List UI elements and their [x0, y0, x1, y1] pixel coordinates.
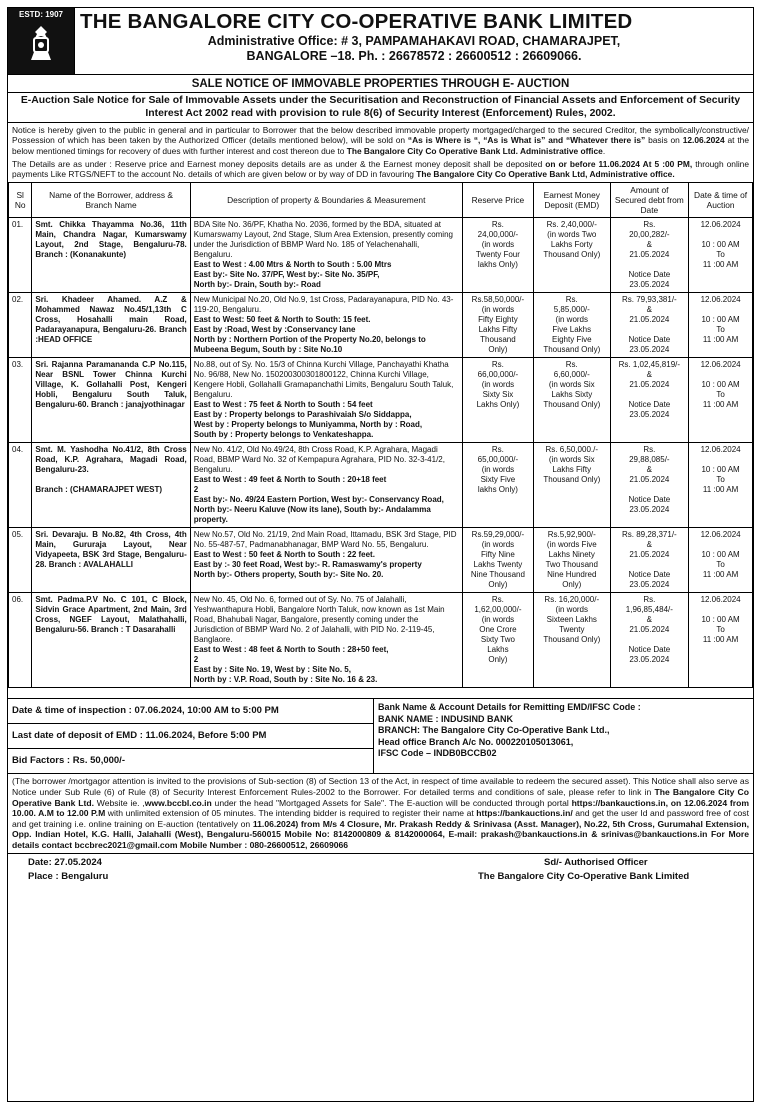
notice-bold: The Bangalore City Co Operative Bank Ltd. Administrative office — [346, 145, 603, 156]
boundary-text: East to West : 4.00 Mtrs & North to South : 5.00 Mtrs — [193, 260, 392, 270]
auction-datetime-line: 12.06.2024 — [700, 295, 741, 305]
secured-debt-line: 21.05.2024 — [629, 250, 670, 260]
notice-text: . — [602, 145, 606, 156]
notice-place: Place : Bengaluru — [28, 870, 109, 882]
description-text: New No. 45, Old No. 6, formed out of Sy. No. 75 of Jalahalli, Yeshwanthapura Hobli, Bangalore North Taluk, now known as 1st Main Road, Bhahubali Nagar, Bangalore, presently coming under the Jurisdiction of BBMP Ward No. 2 of Jalahalli, with PID No. 2-119-45, Banglaore. — [193, 595, 445, 645]
earnest-money-line: Nine Hundred — [547, 570, 597, 580]
earnest-money-line: Rs. 6,50,000./- — [545, 445, 599, 455]
secured-debt-line — [614, 260, 686, 270]
secured-debt-line: 23.05.2024 — [629, 345, 670, 355]
earnest-money-line: Two Thousand — [545, 560, 598, 570]
notice-text: basis on — [645, 135, 683, 146]
description-text: New Municipal No.20, Old No.9, 1st Cross, Padarayanapura, PID No. 43-119-20, Bengaluru. — [193, 295, 454, 315]
reserve-price-line: lakhs Only) — [477, 485, 518, 495]
table-row — [9, 218, 753, 293]
sl-number: 04. — [9, 443, 32, 528]
earnest-money-line: Thousand Only) — [543, 345, 601, 355]
earnest-money-line: Thousand Only) — [543, 635, 601, 645]
description-text: New No. 41/2, Old No.49/24, 8th Cross Road, K.P. Agrahara, Magadi Road, BBMP Ward No. 32 of Kempapura Agrahara, PID No. 32-3-41/2, Bengaluru. — [193, 445, 445, 475]
emblem-icon — [28, 24, 54, 62]
auction-datetime-line: 11 :00 AM — [702, 260, 739, 270]
sl-number: 06. — [9, 593, 32, 688]
earnest-money — [534, 593, 611, 688]
auction-datetime-line — [692, 305, 749, 315]
boundary-text: North by : V.P. Road, South by : Site No. 16 & 23. — [193, 675, 378, 685]
auction-table — [8, 182, 753, 688]
bank-details-line: BRANCH: The Bangalore City Co-Operative Bank Ltd., — [378, 725, 610, 736]
secured-debt-line: Rs. — [643, 595, 656, 605]
details-text: through online payments Like RTGS/NEFT to the account No. details of which are given below or by way of DD in favouring — [12, 158, 749, 180]
table-row — [9, 358, 753, 443]
borrower-details — [32, 358, 190, 443]
earnest-money-line: (in words — [555, 605, 588, 615]
secured-debt-line: Rs. — [643, 445, 656, 455]
earnest-money-line: (in words Two — [547, 230, 597, 240]
spacer — [8, 688, 753, 698]
reserve-price — [462, 443, 533, 528]
bank-name: THE BANGALORE CITY CO-OPERATIVE BANK LIMITED — [80, 10, 633, 33]
auction-dates — [8, 699, 374, 773]
reserve-price-line: lakhs Only) — [477, 260, 518, 270]
boundary-text: East by :Road, West by :Conservancy lane — [193, 325, 356, 335]
secured-debt — [610, 593, 689, 688]
auction-datetime-line: 12.06.2024 — [700, 445, 741, 455]
secured-debt — [610, 443, 689, 528]
auction-datetime-line — [692, 230, 749, 240]
secured-debt — [610, 218, 689, 293]
reserve-price-line: Rs.58,50,000/- — [471, 295, 525, 305]
bank-logo — [8, 8, 75, 74]
borrower-name: Sri. Rajanna Paramananda C.P No.115, Near BSNL Tower Chinna Kurchi Village, K. Gollahalli Post, Kengeri Hobli, Bengaluru South Taluk, Bengaluru-60. Branch : janajyothinagar — [35, 360, 187, 410]
earnest-money-line: (in words — [555, 315, 588, 325]
header-auction-date: Date & time of Auction — [689, 183, 753, 218]
terms-text: and get the user Id and password free of cost and get training i.e. online training on E-auction (tentatively on — [12, 808, 749, 829]
boundary-text: East to West : 49 feet & North to South : 20+18 feet — [193, 475, 387, 485]
boundary-text: 2 — [193, 655, 199, 665]
secured-debt-line: 23.05.2024 — [629, 580, 670, 590]
secured-debt-line — [614, 485, 686, 495]
auction-datetime-line: To — [716, 475, 725, 485]
reserve-price — [462, 358, 533, 443]
auction-datetime-line: 10 : 00 AM — [701, 550, 740, 560]
boundary-text: 2 — [193, 485, 199, 495]
reserve-price — [462, 293, 533, 358]
terms-text: Website ie. , — [94, 797, 145, 808]
borrower-details — [32, 293, 190, 358]
reserve-price-line: Nine Thousand — [470, 570, 525, 580]
borrower-details — [32, 528, 190, 593]
earnest-money-line: Lakhs Ninety — [548, 550, 595, 560]
earnest-money-line: Rs. — [565, 295, 578, 305]
earnest-money-line: (in words Six — [548, 380, 595, 390]
property-description — [190, 358, 462, 443]
auction-datetime-line: To — [716, 625, 725, 635]
header-borrower: Name of the Borrower, address & Branch Name — [32, 183, 190, 218]
earnest-money-line: Lakhs Forty — [550, 240, 593, 250]
auction-datetime-line: 10 : 00 AM — [701, 315, 740, 325]
terms-text: (The borrower /mortgagor attention is invited to the provisions of Sub-section (8) of Section 13 of the Act, in respect of time available to redeem the secured asset). This Notice shall also serve as Notice under Sub Rule (6) of Rule (8) of Security Interest Enforcement Rules-2002 to the Borrower. For detailed terms and conditions of sale, please refer to link in — [12, 776, 749, 798]
sale-notice-title: SALE NOTICE OF IMMOVABLE PROPERTIES THROUGH E- AUCTION — [8, 75, 753, 93]
terms-text: under the head "Mortgaged Assets for Sale". The E-auction will be conducted through portal — [211, 797, 572, 808]
auction-datetime-line: 11 :00 AM — [702, 400, 739, 410]
auction-datetime-line: 10 : 00 AM — [701, 615, 740, 625]
table-row — [9, 593, 753, 688]
earnest-money — [534, 358, 611, 443]
secured-debt-line: 21.05.2024 — [629, 475, 670, 485]
earnest-money-line: Thousand Only) — [543, 400, 601, 410]
property-description — [190, 218, 462, 293]
earnest-money — [534, 443, 611, 528]
notice-date: Date: 27.05.2024 — [28, 856, 102, 868]
reserve-price-line: Rs. — [491, 595, 504, 605]
bid-factors: Bid Factors : Rs. 50,000/- — [12, 755, 125, 767]
reserve-price — [462, 528, 533, 593]
earnest-money-line: Five Lakhs — [552, 325, 592, 335]
borrower-name: Smt. Chikka Thayamma No.36, 11th Main, Chandra Nagar, Kumarswamy Layout, 2nd Stage, Bengaluru-78. Branch : (Konanakunte) — [35, 220, 187, 260]
reserve-price-line: (in words — [481, 305, 515, 315]
reserve-price-line: Lakhs Twenty — [473, 560, 523, 570]
boundary-text: East by : Site No. 19, West by : Site No. 5, — [193, 665, 351, 675]
reserve-price — [462, 593, 533, 688]
earnest-money-line: Rs. 2,40,000/- — [546, 220, 597, 230]
secured-debt-line: Notice Date — [628, 495, 671, 505]
admin-address-line1: Administrative Office: # 3, PAMPAMAHAKAVI ROAD, CHAMARAJPET, — [207, 34, 621, 48]
reserve-price-line: Rs. — [491, 360, 504, 370]
reserve-price-line: (in words — [481, 380, 515, 390]
bank-details-line: Bank Name & Account Details for Remitting EMD/IFSC Code : — [378, 702, 641, 713]
borrower-details — [32, 443, 190, 528]
bank-details-line: Head office Branch A/c No. 000220105013061, — [378, 736, 574, 747]
reserve-price-line: Only) — [488, 345, 508, 355]
earnest-money-line: Only) — [562, 580, 582, 590]
earnest-money-line: Rs. 16,20,000/- — [544, 595, 600, 605]
table-row — [9, 443, 753, 528]
borrower-details — [32, 218, 190, 293]
auction-datetime — [689, 593, 753, 688]
borrower-name: Smt. M. Yashodha No.41/2, 8th Cross Road, K.P. Agrahara, Magadi Road, Bengaluru-23. — [35, 445, 187, 475]
secured-debt-line: 29,88,085/- — [629, 455, 670, 465]
secured-debt-line — [614, 390, 686, 400]
secured-debt-line: & — [646, 615, 653, 625]
borrower-name: Sri. Khadeer Ahamed. A.Z & Mohammed Nawaz No.45/1,13th C Cross, Hosahalli main Road, Padarayanapura, Bengaluru-26. Branch :HEAD OFFICE — [35, 295, 187, 345]
auction-datetime — [689, 528, 753, 593]
secured-debt-line: Rs. — [643, 220, 656, 230]
admin-address — [80, 34, 748, 64]
reserve-price-line: Rs. — [491, 445, 504, 455]
reserve-price-line: Sixty Five — [480, 475, 516, 485]
secured-debt — [610, 358, 689, 443]
terms-bold: The Bangalore City Co Operative Bank Ltd. — [12, 787, 750, 808]
reserve-price-line: Twenty Four — [475, 250, 520, 260]
reserve-price-line: Only) — [488, 655, 508, 665]
property-description — [190, 528, 462, 593]
boundary-text: East to West : 75 feet & North to South : 54 feet — [193, 400, 373, 410]
reserve-price-line: 1,62,00,000/- — [474, 605, 522, 615]
header-secured-debt: Amount of Secured debt from Date — [610, 183, 689, 218]
boundary-text: North by:- Others property, South by:- Site No. 20. — [193, 570, 384, 580]
auction-datetime-line — [692, 605, 749, 615]
secured-debt-line: Notice Date — [628, 570, 671, 580]
property-description — [190, 443, 462, 528]
earnest-money-line: Thousand Only) — [543, 250, 601, 260]
reserve-price-line: (in words — [481, 540, 515, 550]
reserve-price-line: (in words — [481, 465, 515, 475]
secured-debt-line: 20,00,282/- — [629, 230, 670, 240]
auction-datetime-line: To — [716, 560, 725, 570]
bank-details-line: BANK NAME : INDUSIND BANK — [378, 713, 513, 724]
admin-address-line2: BANGALORE –18. Ph. : 26678572 : 26600512 : 26609066. — [246, 49, 582, 63]
reserve-price-line: Sixty Two — [480, 635, 515, 645]
earnest-money-line: Twenty — [559, 625, 585, 635]
boundary-text: West by : Property belongs to Muniyamma, North by : Road, — [193, 420, 423, 430]
sl-number: 02. — [9, 293, 32, 358]
signature-block — [8, 854, 753, 888]
secured-debt-line: 1,96,85,484/- — [625, 605, 673, 615]
details-text: The Details are as under : Reserve price and Earnest money deposits details are as under & the Earnest money deposit shall be deposited — [12, 158, 546, 169]
reserve-price-line: (in words — [481, 615, 515, 625]
secured-debt-line: 23.05.2024 — [629, 410, 670, 420]
secured-debt-line: Notice Date — [628, 645, 671, 655]
boundary-text: North by:- Drain, South by:- Road — [193, 280, 321, 290]
earnest-money-line: 6,60,000/- — [553, 370, 590, 380]
details-bold: on or before 11.06.2024 At 5 :00 PM, — [545, 158, 693, 169]
notice-paragraph — [8, 123, 753, 158]
eauction-heading: E-Auction Sale Notice for Sale of Immovable Assets under the Securitisation and Reconstruction of Financial Assets and Enforcement of Security Interest Act 2002 read with provision to rule 8(6) of Security Interest (Enforcement) Rules, 2002. — [8, 93, 753, 123]
reserve-price — [462, 218, 533, 293]
auction-datetime-line: 12.06.2024 — [700, 220, 741, 230]
header-sl-no: Sl No — [9, 183, 32, 218]
auction-datetime-line: 10 : 00 AM — [701, 380, 740, 390]
header-description: Description of property & Boundaries & Measurement — [190, 183, 462, 218]
earnest-money-line: Lakhs Fifty — [552, 465, 592, 475]
secured-debt-line: Rs. 1,02,45,819/- — [618, 360, 681, 370]
bank-details-line: IFSC Code – INDB0BCCB02 — [378, 748, 497, 759]
auction-datetime-line — [692, 540, 749, 550]
earnest-money — [534, 218, 611, 293]
earnest-money-line: Eighty Five — [551, 335, 592, 345]
auction-datetime-line: 12.06.2024 — [700, 530, 741, 540]
secured-debt-line: Notice Date — [628, 400, 671, 410]
notice-page — [7, 7, 754, 1102]
boundary-text: East to West: 50 feet & North to South: 15 feet. — [193, 315, 371, 325]
notice-bold: “As is Where is “, “As is What is” and “Whatever there is” — [407, 135, 646, 146]
secured-debt-line: 23.05.2024 — [629, 280, 670, 290]
reserve-price-line: Rs.59,29,000/- — [471, 530, 525, 540]
auction-datetime-line: 10 : 00 AM — [701, 465, 740, 475]
boundary-text: East by : Property belongs to Parashivaiah S/o Siddappa, — [193, 410, 412, 420]
auction-datetime-line: 10 : 00 AM — [701, 240, 740, 250]
earnest-money — [534, 293, 611, 358]
auction-datetime-line: 11 :00 AM — [702, 335, 739, 345]
details-paragraph — [8, 158, 753, 183]
secured-debt-line — [614, 635, 686, 645]
table-row — [9, 293, 753, 358]
description-text: New No.57, Old No. 21/19, 2nd Main Road, Ittamadu, BSK 3rd Stage, PID No. 55-487-57, Padmanabhanagar, BMP Ward No. 55, Bengaluru. — [193, 530, 457, 550]
auction-datetime-line: 12.06.2024 — [700, 360, 741, 370]
secured-debt — [610, 528, 689, 593]
secured-debt-line: Rs. 89,28,371/- — [622, 530, 677, 540]
borrower-branch: Branch : (CHAMARAJPET WEST) — [35, 485, 163, 495]
portal-link[interactable]: https://bankauctions.in/ — [476, 808, 573, 819]
secured-debt-line: & — [646, 370, 653, 380]
boundary-text: South by : Property belongs to Venkateshappa. — [193, 430, 374, 440]
secured-debt-line: 21.05.2024 — [629, 550, 670, 560]
auction-datetime-line — [692, 370, 749, 380]
description-text: No.88, out of Sy. No. 15/3 of Chinna Kurchi Village, Panchayathi Khatha No. 96/88, New No. 150200300301800122, Chinna Kurchi Village, Kengere Hobli, Gollahalli Gramapanchathi Limits, Bengaluru South Taluk, Bengaluru. — [193, 360, 454, 400]
auction-datetime-line: To — [716, 250, 725, 260]
boundary-text: North by : Northern Portion of the Property No.20, belongs to Mubeena Begum, South by : Site No.10 — [193, 335, 426, 355]
terms-bold: https://bankauctions.in, on 12.06.2024 from 10.00. A.M to 12.00 P.M — [12, 797, 749, 819]
reserve-price-line: Lakhs Fifty — [478, 325, 518, 335]
secured-debt-line: & — [646, 465, 653, 475]
boundary-text: East by :- 30 feet Road, West by:- R. Ramaswamy's property — [193, 560, 422, 570]
boundary-text: East by:- No. 49/24 Eastern Portion, West by:- Conservancy Road, North by:- Neeru Kaluve (Now its lane), South by:- Andalamma property. — [193, 495, 444, 525]
property-description — [190, 593, 462, 688]
reserve-price-line: Fifty Nine — [481, 550, 515, 560]
description-text: BDA Site No. 36/PF, Khatha No. 2036, formed by the BDA, situated at Kumarswamy Layout, 2nd Stage, Slum Area Extension, presently coming under the Jurisdiction of BBMP Ward No. 185 of Yelachenahalli, Bengaluru. — [193, 220, 453, 260]
reserve-price-line: 65,00,000/- — [477, 455, 519, 465]
earnest-money-line: Rs. — [565, 360, 578, 370]
terms-bold: 11.06.2024) from M/s 4 Closure, Mr. Prakash Reddy & Srinivasa (Asst. Manager), No.22, 5th Cross, Gurumahal Extension, Opp. Indian Hotel, K.G. Halli, Jalahalli (West), Bengaluru-560015 Mobile No: 8142000809 & 8142000064, E-mail: prakash@bankauctions.in & srinivas@bankauctions.in For More details contact bccbrec2021@gmail.com Mobile Number : 080-26600512, 26609066 — [12, 818, 749, 851]
bank-details — [374, 699, 753, 773]
borrower-name: Sri. Devaraju. B No.82, 4th Cross, 4th Main, Gururaja Layout, Near Vidyapeeta, BSK 3rd Stage, Bengaluru-28. Branch : AVALAHALLI — [35, 530, 187, 570]
auction-datetime — [689, 443, 753, 528]
header-emd: Earnest Money Deposit (EMD) — [534, 183, 611, 218]
auction-datetime-line: To — [716, 390, 725, 400]
secured-debt-line: 23.05.2024 — [629, 655, 670, 665]
earnest-money-line: (in words Six — [548, 455, 595, 465]
borrower-name: Smt. Padma.P.V No. C 101, C Block, Sidvin Grace Apartment, 2nd Main, 3rd Cross, NGEF Layout, Malathahalli, Bengaluru-56. Branch : T Dasarahalli — [35, 595, 187, 635]
auction-datetime-line: 11 :00 AM — [702, 570, 739, 580]
reserve-price-line: 24,00,000/- — [477, 230, 519, 240]
details-bold: The Bangalore City Co Operative Bank Ltd, Administrative office. — [416, 169, 675, 180]
terms-text: with unlimited extension of 05 minutes. The intending bidder is required to register their name at — [105, 808, 477, 819]
secured-debt-line: 23.05.2024 — [629, 505, 670, 515]
auction-datetime-line — [692, 455, 749, 465]
secured-debt — [610, 293, 689, 358]
reserve-price-line: Lakhs Only) — [476, 400, 520, 410]
earnest-money-line: Lakhs Sixty — [551, 390, 593, 400]
secured-debt-line: & — [646, 540, 653, 550]
auction-datetime — [689, 218, 753, 293]
boundary-text: East to West : 48 feet & North to South : 28+50 feet, — [193, 645, 389, 655]
reserve-price-line: 66,00,000/- — [477, 370, 519, 380]
earnest-money-line: 5,85,000/- — [553, 305, 590, 315]
auction-datetime — [689, 293, 753, 358]
boundary-text: East by:- Site No. 37/PF, West by:- Site No. 35/PF, — [193, 270, 380, 280]
auction-datetime-line: 11 :00 AM — [702, 635, 739, 645]
signatory-bank: The Bangalore City Co-Operative Bank Limited — [478, 870, 690, 882]
boundary-text: East to West : 50 feet & North to South : 22 feet. — [193, 550, 375, 560]
sl-number: 01. — [9, 218, 32, 293]
auction-datetime — [689, 358, 753, 443]
auction-info-box — [8, 698, 753, 774]
website-link[interactable]: www.bccbl.co.in — [144, 797, 212, 808]
earnest-money-line: Sixteen Lakhs — [546, 615, 597, 625]
table-header-row — [9, 183, 753, 218]
secured-debt-line — [614, 560, 686, 570]
notice-text: Notice is hereby given to the public in general and in particular to Borrower that the below described immovable property mortgaged/charged to the secured Creditor, the symbolically/constructive/ Possession of which has been taken by the Authorized Officer (details mentioned below), will be sold on — [12, 125, 749, 146]
authorised-officer: Sd/- Authorised Officer — [544, 856, 648, 868]
notice-text: at the below mentioned timings for recovery of dues with further interest and cost thereon due to — [12, 135, 749, 156]
earnest-money-line: Thousand Only) — [543, 475, 601, 485]
header-reserve-price: Reserve Price — [462, 183, 533, 218]
notice-bold: 12.06.2024 — [682, 135, 725, 146]
auction-datetime-line: 12.06.2024 — [700, 595, 741, 605]
property-description — [190, 293, 462, 358]
secured-debt-line: Rs. 79,93,381/- — [622, 295, 677, 305]
earnest-money-line: Rs.5,92,900/- — [547, 530, 596, 540]
secured-debt-line: & — [646, 240, 653, 250]
earnest-money-line: (in words Five — [546, 540, 597, 550]
inspection-date: Date & time of inspection : 07.06.2024, 10:00 AM to 5:00 PM — [8, 699, 373, 724]
estd-label: ESTD: 1907 — [18, 10, 64, 19]
reserve-price-line: Lakhs — [487, 645, 509, 655]
reserve-price-line: Rs. — [491, 220, 504, 230]
reserve-price-line: Only) — [488, 580, 508, 590]
borrower-details — [32, 593, 190, 688]
secured-debt-line: 21.05.2024 — [629, 625, 670, 635]
auction-datetime-line: To — [716, 325, 725, 335]
reserve-price-line: (in words — [481, 240, 515, 250]
reserve-price-line: Thousand — [480, 335, 516, 345]
reserve-price-line: One Crore — [479, 625, 517, 635]
secured-debt-line — [614, 325, 686, 335]
secured-debt-line: Notice Date — [628, 270, 671, 280]
sl-number: 03. — [9, 358, 32, 443]
earnest-money — [534, 528, 611, 593]
header — [8, 8, 753, 75]
reserve-price-line: Sixty Six — [482, 390, 514, 400]
auction-datetime-line: 11 :00 AM — [702, 485, 739, 495]
secured-debt-line: 21.05.2024 — [629, 315, 670, 325]
terms-paragraph — [8, 774, 753, 853]
secured-debt-line: & — [646, 305, 653, 315]
sl-number: 05. — [9, 528, 32, 593]
table-row — [9, 528, 753, 593]
secured-debt-line: 21.05.2024 — [629, 380, 670, 390]
secured-debt-line: Notice Date — [628, 335, 671, 345]
reserve-price-line: Fifty Eighty — [478, 315, 518, 325]
emd-last-date: Last date of deposit of EMD : 11.06.2024, Before 5:00 PM — [8, 724, 373, 749]
